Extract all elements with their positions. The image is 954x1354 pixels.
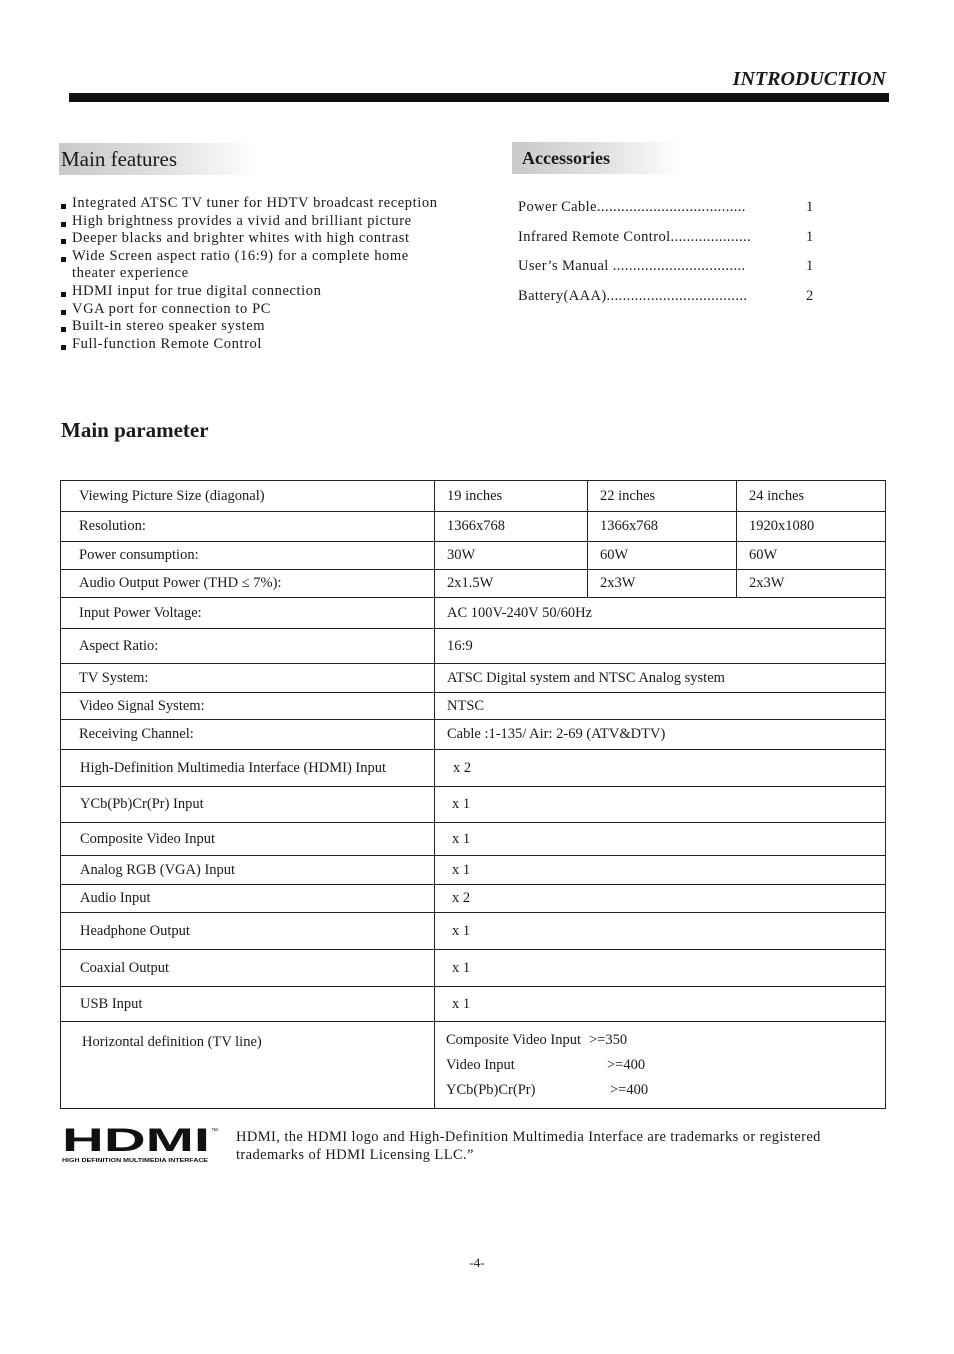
param-value: 19 inches (435, 481, 588, 512)
table-row (61, 987, 886, 1022)
param-value: x 1 (435, 823, 886, 856)
table-row (61, 664, 886, 693)
accessory-label: Infrared Remote Control.................... (518, 228, 752, 245)
param-value: 16:9 (435, 629, 886, 664)
header-divider (69, 93, 889, 102)
hdmi-logo-tagline: HIGH DEFINITION MULTIMEDIA INTERFACE (62, 1158, 209, 1164)
table-row (61, 481, 886, 512)
accessory-qty: 1 (806, 228, 814, 245)
feature-item: High brightness provides a vivid and brilliant picture (61, 213, 501, 231)
param-value: 1366x768 (588, 512, 737, 542)
param-label: YCb(Pb)Cr(Pr) Input (61, 787, 435, 823)
param-label: Audio Input (61, 885, 435, 913)
param-label: Horizontal definition (TV line) (61, 1022, 435, 1109)
table-row (61, 787, 886, 823)
feature-item: VGA port for connection to PC (61, 301, 501, 319)
table-row (61, 598, 886, 629)
param-value: NTSC (435, 693, 886, 720)
param-label: Viewing Picture Size (diagonal) (61, 481, 435, 512)
param-value: x 2 (435, 885, 886, 913)
param-label: Video Signal System: (61, 693, 435, 720)
feature-item-continuation: theater experience (72, 265, 189, 282)
accessory-item (518, 282, 828, 312)
trademark-note-line: HDMI, the HDMI logo and High-Definition Multimedia Interface are trademarks or registered (236, 1129, 821, 1145)
horizontal-definition-values (435, 1022, 886, 1109)
param-value: 30W (435, 542, 588, 570)
hd-value: >=350 (589, 1031, 628, 1048)
param-label: Input Power Voltage: (61, 598, 435, 629)
accessory-label: Power Cable..................................... (518, 199, 746, 216)
table-row (61, 950, 886, 987)
param-value: x 1 (435, 787, 886, 823)
accessory-item (518, 193, 828, 223)
table-row (61, 693, 886, 720)
feature-item: Built-in stereo speaker system (61, 318, 501, 336)
trademark-note-line: trademarks of HDMI Licensing LLC.” (236, 1147, 474, 1163)
feature-item: Full-function Remote Control (61, 336, 501, 354)
param-value: 1366x768 (435, 512, 588, 542)
param-value: 2x3W (737, 570, 886, 598)
param-label: Audio Output Power (THD ≤ 7%): (61, 570, 435, 598)
accessory-label: User’s Manual ................................. (518, 258, 746, 275)
param-value: 2x3W (588, 570, 737, 598)
param-value: 1920x1080 (737, 512, 886, 542)
hdmi-logo-wordmark: HDMI (62, 1124, 210, 1158)
param-label: High-Definition Multimedia Interface (HDMI) Input (61, 750, 435, 787)
feature-item: Integrated ATSC TV tuner for HDTV broadcast reception (61, 195, 501, 213)
param-value: 60W (737, 542, 886, 570)
accessories-heading: Accessories (512, 142, 682, 174)
feature-item: HDMI input for true digital connection (61, 283, 501, 301)
param-value: 60W (588, 542, 737, 570)
param-label: USB Input (61, 987, 435, 1022)
hd-name: YCb(Pb)Cr(Pr) (446, 1081, 536, 1098)
param-value: Cable :1-135/ Air: 2-69 (ATV&DTV) (435, 720, 886, 750)
hdmi-logo (62, 1124, 222, 1164)
table-row (61, 823, 886, 856)
param-label: Power consumption: (61, 542, 435, 570)
param-value: 24 inches (737, 481, 886, 512)
param-label: Resolution: (61, 512, 435, 542)
hd-line (446, 1053, 885, 1078)
hd-value: >=400 (610, 1081, 649, 1098)
param-value: ATSC Digital system and NTSC Analog system (435, 664, 886, 693)
param-label: Aspect Ratio: (61, 629, 435, 664)
table-row (61, 542, 886, 570)
trademark-note (236, 1128, 916, 1164)
main-features-list (61, 195, 501, 353)
param-label: Receiving Channel: (61, 720, 435, 750)
accessory-qty: 1 (806, 258, 814, 275)
table-row (61, 570, 886, 598)
feature-item: Deeper blacks and brighter whites with high contrast (61, 230, 501, 248)
hd-value: >=400 (607, 1056, 646, 1073)
feature-item: Wide Screen aspect ratio (16:9) for a complete home (61, 248, 501, 266)
param-label: Headphone Output (61, 913, 435, 950)
accessory-item (518, 252, 828, 282)
accessory-label: Battery(AAA)................................... (518, 287, 748, 304)
main-features-heading: Main features (59, 143, 259, 175)
table-row (61, 629, 886, 664)
hd-name: Video Input (446, 1056, 515, 1073)
table-row (61, 1022, 886, 1109)
param-label: Coaxial Output (61, 950, 435, 987)
table-row (61, 885, 886, 913)
table-row (61, 856, 886, 885)
param-value: 2x1.5W (435, 570, 588, 598)
param-value: x 1 (435, 950, 886, 987)
param-label: Analog RGB (VGA) Input (61, 856, 435, 885)
hdmi-logo-tm: ™ (211, 1128, 218, 1135)
table-row (61, 913, 886, 950)
main-parameter-heading: Main parameter (61, 418, 209, 442)
accessories-list (518, 193, 828, 311)
param-value: x 1 (435, 987, 886, 1022)
parameter-table (60, 480, 886, 1109)
accessory-item (518, 223, 828, 253)
hd-line (446, 1028, 885, 1053)
param-value: x 1 (435, 856, 886, 885)
param-label: Composite Video Input (61, 823, 435, 856)
table-row (61, 512, 886, 542)
table-row (61, 750, 886, 787)
param-value: AC 100V-240V 50/60Hz (435, 598, 886, 629)
accessory-qty: 2 (806, 287, 814, 304)
param-value: x 2 (435, 750, 886, 787)
table-row (61, 720, 886, 750)
param-value: 22 inches (588, 481, 737, 512)
section-title: INTRODUCTION (732, 68, 886, 90)
page-number: -4- (469, 1255, 485, 1270)
accessory-qty: 1 (806, 199, 814, 216)
hd-line (446, 1078, 885, 1103)
hd-name: Composite Video Input (446, 1031, 581, 1048)
param-label: TV System: (61, 664, 435, 693)
param-value: x 1 (435, 913, 886, 950)
